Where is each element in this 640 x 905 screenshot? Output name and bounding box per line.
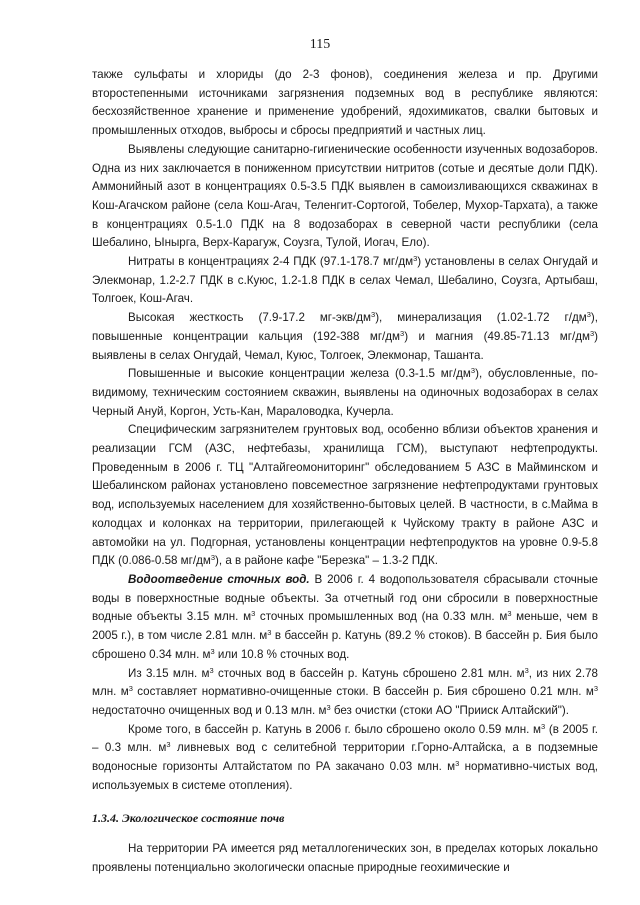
text-run: нормативно-чистых вод, используемых в системе отопления). — [92, 760, 598, 792]
text-run: ), обусловленные, по-видимому, техническим состоянием скважин, выявлены на одиночных водозаборах в селах Черный Ануй, Коргон, Усть-Кан, Мараловодка, Кучерла. — [92, 367, 598, 418]
text-run: Кроме того, в бассейн р. Катунь в 2006 г. было сброшено около 0.59 млн. м — [128, 722, 542, 736]
paragraph-p4 — [92, 309, 598, 365]
superscript: 3 — [586, 310, 591, 320]
text-run: ), а в районе кафе "Березка" – 1.3-2 ПДК. — [215, 554, 438, 568]
paragraph-p3 — [92, 253, 598, 309]
superscript: 3 — [326, 702, 331, 712]
superscript: 3 — [413, 254, 418, 264]
text-run: в бассейн р. Катунь (89.2 % стоков). В бассейн р. Бия было сброшено 0.34 млн. м — [92, 629, 598, 661]
text-run: также сульфаты и хлориды (до 2-3 фонов), соединения железа и пр. Другими второстепенными источниками загрязнения подземных вод в республике являются: бесхозяйственное хранение и применение удобрений, ядохимикатов, свалки бытовых и промышленных отходов, выбросы и сбросы предприятий и частных лиц. — [92, 68, 598, 138]
superscript: 3 — [267, 628, 272, 638]
page-number: 115 — [309, 37, 331, 52]
text-run: Из 3.15 млн. м — [128, 666, 210, 680]
superscript: 3 — [524, 665, 529, 675]
text-run: без очистки (стоки АО "Прииск Алтайский"). — [330, 703, 569, 717]
text-run: сточных вод в бассейн р. Катунь сброшено 2.81 млн. м — [213, 666, 525, 680]
paragraph-p2 — [92, 141, 598, 253]
superscript: 3 — [589, 328, 595, 338]
paragraph-p6 — [92, 421, 598, 571]
text-run: , из них 2.78 млн. м — [92, 666, 598, 699]
text-run: меньше, чем в 2005 г.), в том числе 2.81 млн. м — [92, 610, 598, 643]
text-run: или 10.8 % сточных вод. — [214, 647, 350, 661]
superscript: 3 — [166, 740, 171, 750]
body-text — [92, 66, 598, 878]
text-run: ), минерализация (1.02-1.72 г/дм — [375, 311, 587, 325]
text-run: составляет нормативно-очищенные стоки. В бассейн р. Бия сброшено 0.21 млн. м — [132, 685, 594, 699]
paragraph-p7 — [92, 571, 598, 665]
text-run: Выявлены следующие санитарно-гигиенические особенности изученных водозаборов. Одна из них заключается в пониженном присутствии нитритов (сотые и десятые доли ПДК). Аммонийный азот в концентрациях 0.5-3.5 ПДК выявлен в самоизливающихся скважинах в Кош-Агачском районе (села Кош-Агач, Теленгит-Сортогой, Тобелер, Мухор-Тархата), а также в концентрациях 0.5-1.0 ПДК на 8 водозаборах в северной части республики (села Шебалино, Ынырга, Верх-Карагуж, Соузга, Тулой, Иогач, Ело). — [92, 142, 598, 250]
superscript: 3 — [210, 553, 216, 563]
paragraphs-after-heading — [92, 840, 598, 877]
text-run: ) установлены в селах Онгудай и Элекмонар, 1.2-2.7 ПДК в с.Куюс, 1.2-1.8 ПДК в селах Чемал, Шебалино, Соузга, Артыбаш, Толгоек, Кош-Агач. — [92, 255, 598, 306]
text-run: ливневых вод с селитебной территории г.Горно-Алтайска, а в подземные водоносные горизонты Алтайстатом по РА закачано 0.03 млн. м — [92, 741, 598, 774]
paragraph-p9 — [92, 721, 598, 796]
run-in-heading: Водоотведение сточных вод. — [128, 572, 310, 586]
superscript: 3 — [251, 609, 256, 619]
superscript: 3 — [593, 684, 598, 694]
superscript: 3 — [400, 328, 405, 338]
superscript: 3 — [128, 684, 133, 694]
text-run: Высокая жесткость (7.9-17.2 мг-экв/дм — [128, 311, 372, 325]
superscript: 3 — [507, 609, 512, 619]
section-heading: 1.3.4. Экологическое состояние почв — [92, 811, 285, 826]
paragraph-p8 — [92, 665, 598, 721]
superscript: 3 — [210, 646, 215, 656]
text-run: (в 2005 г. – 0.3 млн. м — [92, 722, 598, 755]
paragraphs-group — [92, 66, 598, 795]
text-run: В 2006 г. 4 водопользователя сбрасывали сточные воды в поверхностные водные объекты. За отчетный год они сбросили в поверхностные водные объекты 3.15 млн. м — [92, 572, 598, 624]
paragraph-p10 — [92, 840, 598, 877]
text-run: Нитраты в концентрациях 2-4 ПДК (97.1-178.7 мг/дм — [128, 255, 414, 269]
superscript: 3 — [455, 759, 460, 769]
paragraph-p5 — [92, 365, 598, 421]
text-run: недостаточно очищенных вод и 0.13 млн. м — [92, 703, 327, 717]
text-run: сточных промышленных вод (на 0.33 млн. м — [255, 610, 508, 624]
text-run: На территории РА имеется ряд металлогенических зон, в пределах которых локально проявлены потенциально экологически опасные природные геохимические и — [92, 842, 598, 874]
text-run: ) и магния (49.85-71.13 мг/дм — [404, 329, 590, 343]
superscript: 3 — [209, 665, 214, 675]
superscript: 3 — [541, 721, 546, 731]
text-run: ), повышенные концентрации кальция (192-388 мг/дм — [92, 311, 598, 343]
superscript: 3 — [371, 310, 376, 320]
text-run: Специфическим загрязнителем грунтовых вод, особенно вблизи объектов хранения и реализации ГСМ (АЗС, нефтебазы, хранилища ГСМ), выступают нефтепродукты. Проведенным в 2006 г. ТЦ "Алтайгеомониторинг" обследованием 5 АЗС в Майминском и Шебалинском районах установлено повсеместное загрязнение нефтепродуктами грунтовых вод, используемых населением для хозяйственно-бытовых целей. В частности, в с.Майма в колодцах и колонках на территории, прилегающей к Чуйскому тракту в районе АЗС и автомойки на ул. Подгорная, установлены концентрации нефтепродуктов на уровне 0.9-5.8 ПДК (0.086-0.58 мг/дм — [92, 423, 598, 568]
text-run: ) выявлены в селах Онгудай, Чемал, Куюс, Толгоек, Элекмонар, Ташанта. — [92, 329, 598, 362]
text-run: Повышенные и высокие концентрации железа (0.3-1.5 мг/дм — [128, 367, 471, 381]
superscript: 3 — [470, 366, 476, 376]
paragraph-p1 — [92, 66, 598, 141]
